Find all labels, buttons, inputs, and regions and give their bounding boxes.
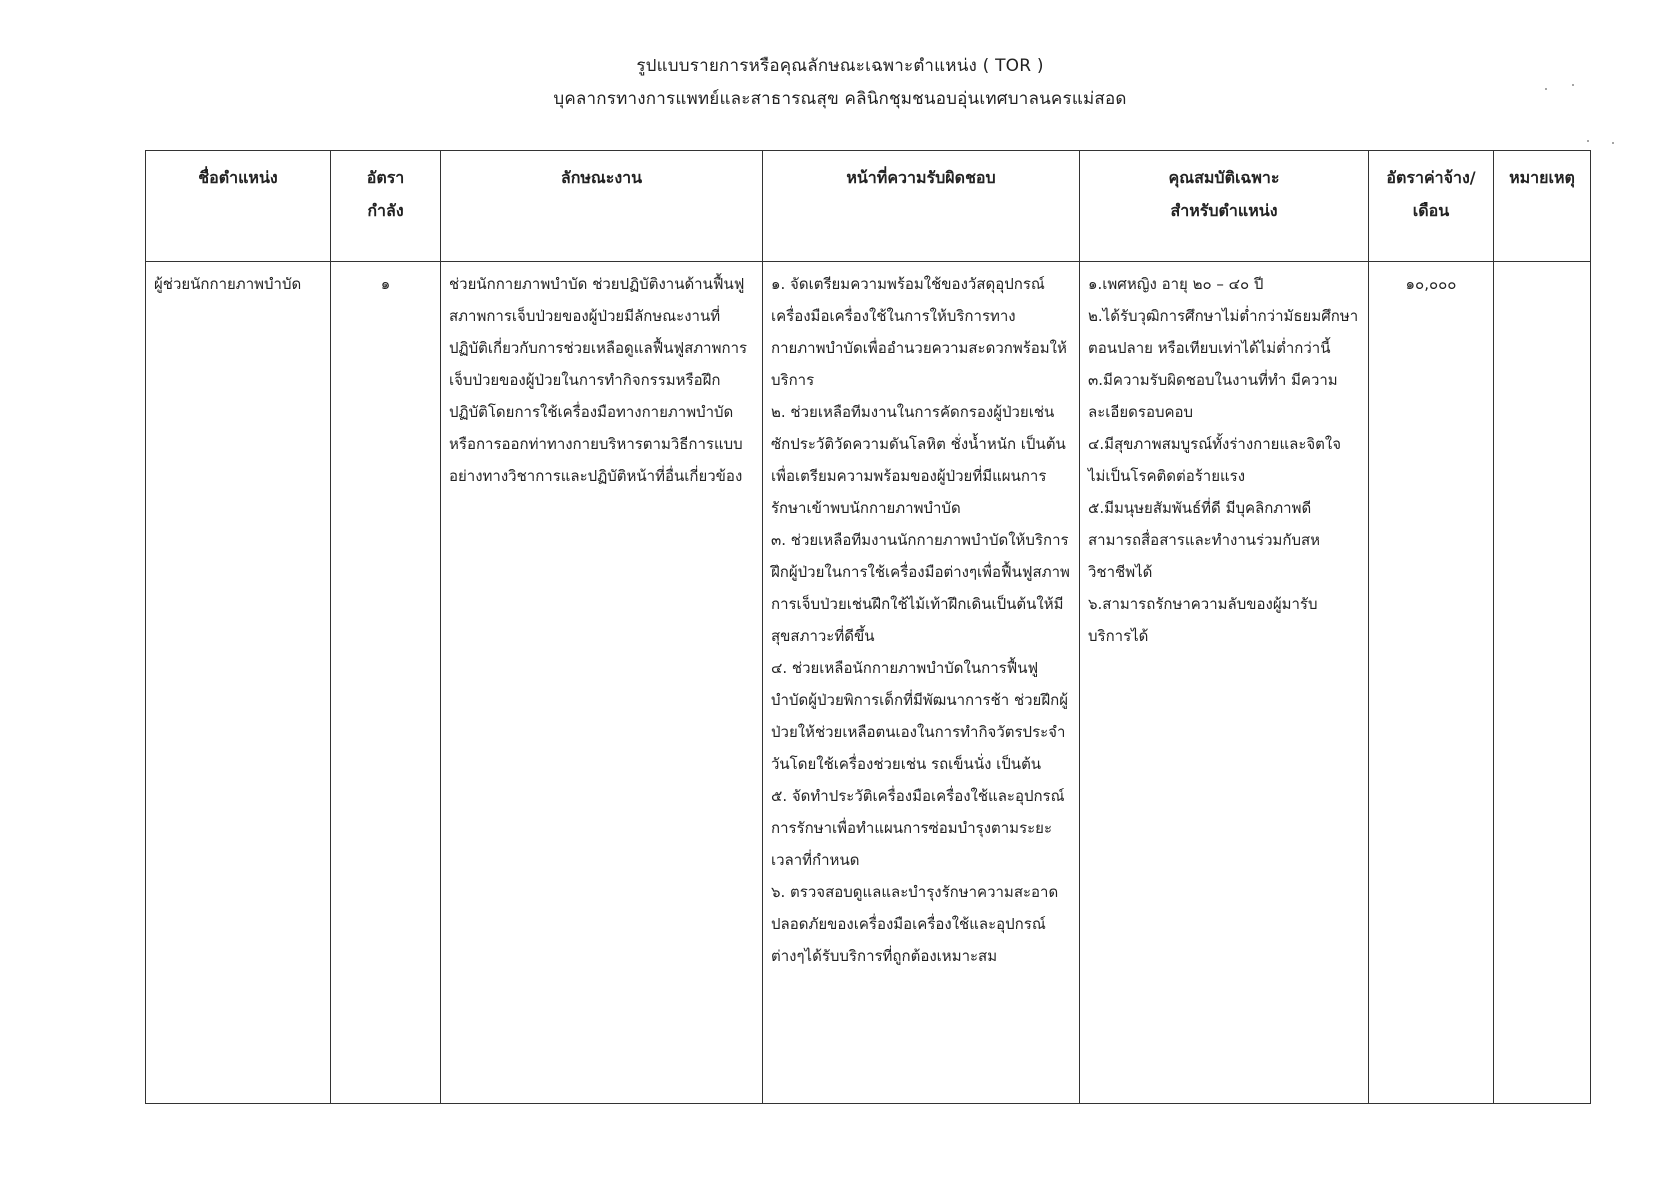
duty-item: ๓. ช่วยเหลือทีมงานนักกายภาพบำบัดให้บริการฝึกผู้ป่วยในการใช้เครื่องมือต่างๆเพื่อฟื้นฟูสภาพการเจ็บป่วยเช่นฝึกใช้ไม้เท้าฝึกเดินเป็นต้นให้มีสุขสภาวะที่ดีขึ้น (771, 531, 1070, 645)
scan-speck (1587, 140, 1589, 142)
cell-duties (763, 262, 1080, 1104)
document-subtitle: บุคลากรทางการแพทย์และสาธารณสุข คลินิกชุมชนอบอุ่นเทศบาลนครแม่สอด (553, 89, 1127, 109)
cell-position: ผู้ช่วยนักกายภาพบำบัด (146, 262, 331, 1104)
table-row (146, 262, 1591, 1104)
cell-wage: ๑๐,๐๐๐ (1369, 262, 1494, 1104)
header-duties: หน้าที่ความรับผิดชอบ (763, 151, 1080, 262)
qualification-item: ๔.มีสุขภาพสมบูรณ์ทั้งร่างกายและจิตใจ ไม่เป็นโรคติดต่อร้ายแรง (1088, 435, 1342, 485)
qualification-item: ๖.สามารถรักษาความลับของผู้มารับบริการได้ (1088, 595, 1318, 645)
qualification-item: ๓.มีความรับผิดชอบในงานที่ทำ มีความละเอียดรอบคอบ (1088, 371, 1338, 421)
table-header-row (146, 151, 1591, 262)
header-rate: อัตรา กำลัง (331, 151, 441, 262)
cell-remarks (1494, 262, 1591, 1104)
duty-item: ๕. จัดทำประวัติเครื่องมือเครื่องใช้และอุปกรณ์การรักษาเพื่อทำแผนการซ่อมบำรุงตามระยะเวลาที่กำหนด (771, 787, 1065, 869)
scan-speck (1612, 142, 1614, 144)
cell-rate: ๑ (331, 262, 441, 1104)
scan-speck (1572, 84, 1574, 86)
duty-item: ๑. จัดเตรียมความพร้อมใช้ของวัสดุอุปกรณ์เครื่องมือเครื่องใช้ในการให้บริการทางกายภาพบำบัดเพื่ออำนวยความสะดวกพร้อมให้บริการ (771, 275, 1067, 389)
header-position: ชื่อตำแหน่ง (146, 151, 331, 262)
header-qualifications: คุณสมบัติเฉพาะ สำหรับตำแหน่ง (1080, 151, 1369, 262)
cell-nature: ช่วยนักกายภาพบำบัด ช่วยปฏิบัติงานด้านฟื้นฟูสภาพการเจ็บป่วยของผู้ป่วยมีลักษณะงานที่ปฏิบัติเกี่ยวกับการช่วยเหลือดูแลฟื้นฟูสภาพการเจ็บป่วยของผู้ป่วยในการทำกิจกรรมหรือฝึกปฏิบัติโดยการใช้เครื่องมือทางกายภาพบำบัดหรือการออกท่าทางกายบริหารตามวิธีการแบบอย่างทางวิชาการและปฏิบัติหน้าที่อื่นเกี่ยวข้อง (441, 262, 763, 1104)
scan-speck (1545, 88, 1547, 90)
qualification-item: ๕.มีมนุษยสัมพันธ์ที่ดี มีบุคลิกภาพดีสามารถสื่อสารและทำงานร่วมกับสหวิชาชีพได้ (1088, 499, 1321, 581)
header-nature: ลักษณะงาน (441, 151, 763, 262)
header-wage: อัตราค่าจ้าง/ เดือน (1369, 151, 1494, 262)
document-title: รูปแบบรายการหรือคุณลักษณะเฉพาะตำแหน่ง ( TOR ) (636, 56, 1044, 76)
duty-item: ๖. ตรวจสอบดูแลและบำรุงรักษาความสะอาดปลอดภัยของเครื่องมือเครื่องใช้และอุปกรณ์ต่างๆได้รับบริการที่ถูกต้องเหมาะสม (771, 883, 1059, 965)
qualification-item: ๑.เพศหญิง อายุ ๒๐ – ๔๐ ปี (1088, 275, 1264, 293)
duty-item: ๔. ช่วยเหลือนักกายภาพบำบัดในการฟื้นฟูบำบัดผู้ป่วยพิการเด็กที่มีพัฒนาการช้า ช่วยฝึกผู้ป่วยให้ช่วยเหลือตนเองในการทำกิจวัตรประจำวันโดยใช้เครื่องช่วยเช่น รถเข็นนั่ง เป็นต้น (771, 659, 1069, 773)
cell-qualifications (1080, 262, 1369, 1104)
header-remarks: หมายเหตุ (1494, 151, 1591, 262)
tor-table (145, 150, 1591, 1104)
qualification-item: ๒.ได้รับวุฒิการศึกษาไม่ต่ำกว่ามัธยมศึกษาตอนปลาย หรือเทียบเท่าได้ไม่ต่ำกว่านี้ (1088, 307, 1359, 357)
duty-item: ๒. ช่วยเหลือทีมงานในการคัดกรองผู้ป่วยเช่น ซักประวัติวัดความดันโลหิต ชั่งน้ำหนัก เป็นต้น เพื่อเตรียมความพร้อมของผู้ป่วยที่มีแผนการรักษาเข้าพบนักกายภาพบำบัด (771, 403, 1066, 517)
